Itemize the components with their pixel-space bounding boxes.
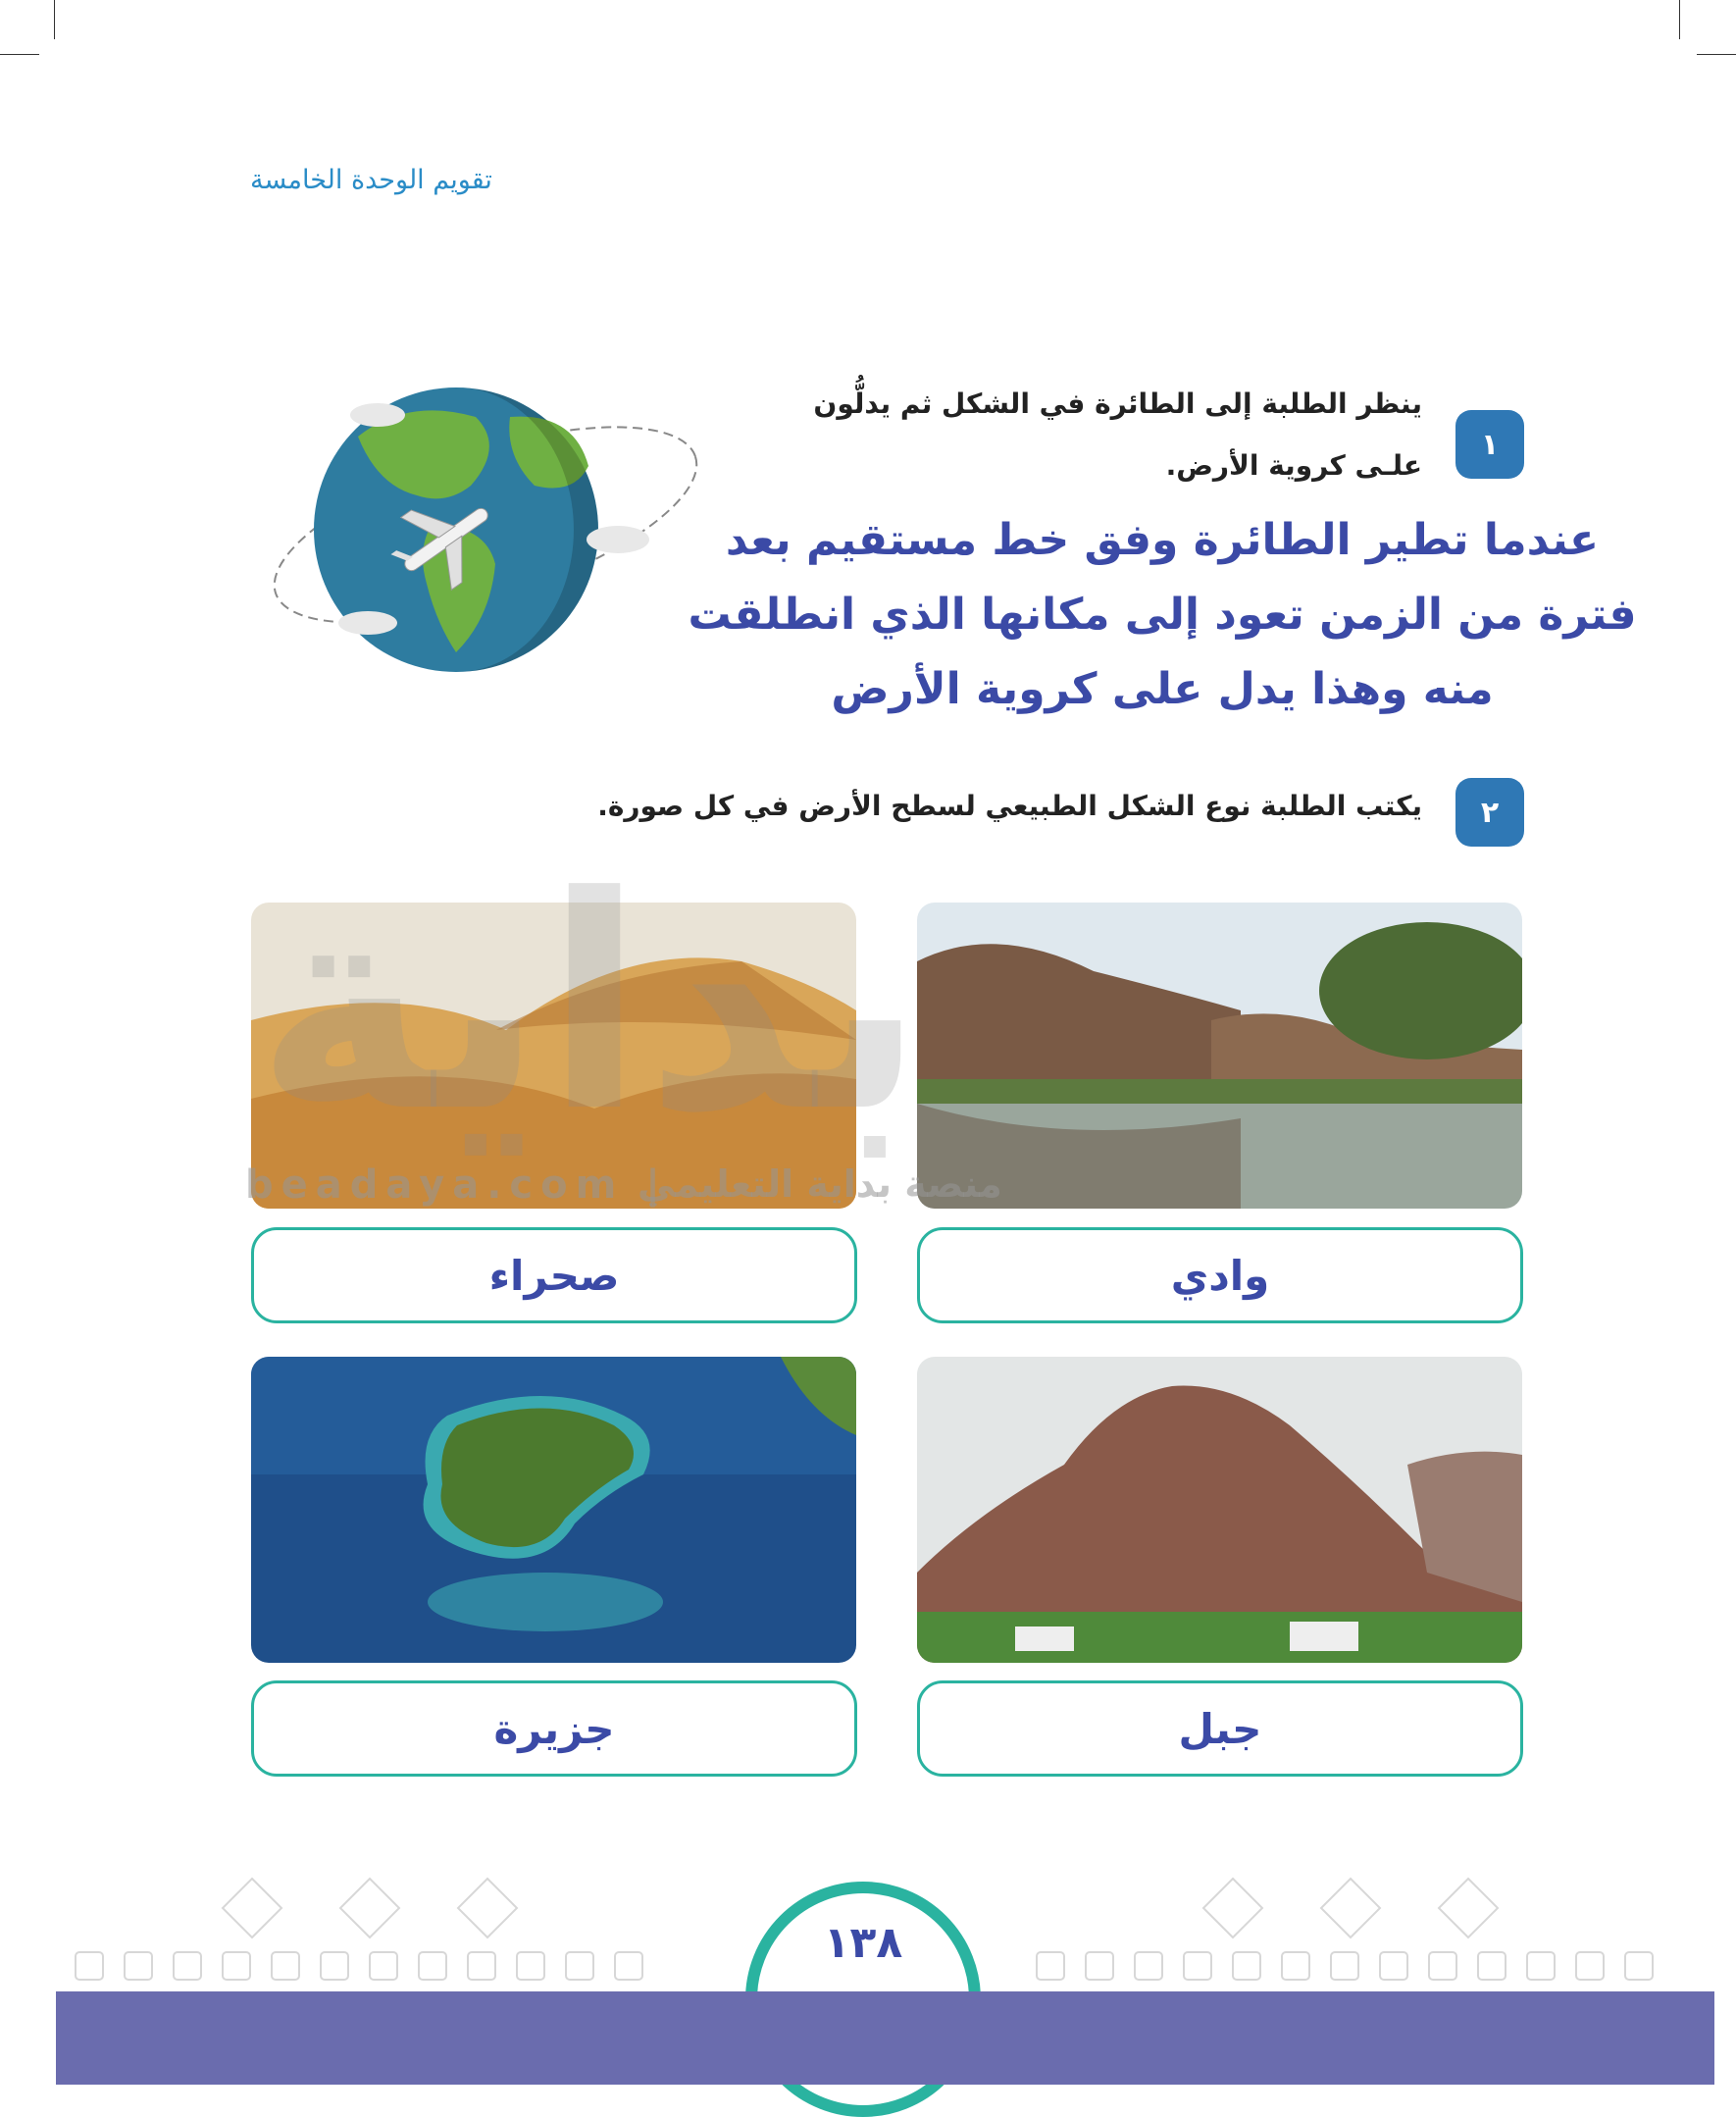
- unit-review-title: تقويم الوحدة الخامسة: [250, 165, 492, 195]
- question-1-answer: عندما تطير الطائرة وفق خط مستقيم بعد فترة من الزمن تعود إلى مكانها الذي انطلقت منه وهذا يدل على كروية الأرض: [688, 515, 1637, 714]
- cloud-icon: [338, 611, 397, 635]
- footer-bar: [56, 1991, 1714, 2085]
- question-1-line-1: ينظر الطلبة إلى الطائرة في الشكل ثم يدلُّون: [813, 387, 1422, 420]
- answer-box-desert[interactable]: صحراء: [251, 1227, 857, 1323]
- globe-airplane-illustration: [260, 378, 711, 682]
- crop-mark: [1679, 0, 1680, 39]
- crop-mark: [1697, 54, 1736, 55]
- watermark-logo: بداية: [255, 834, 926, 1176]
- question-1-badge: ١: [1455, 410, 1524, 479]
- cloud-icon: [350, 403, 405, 427]
- wadi-photo: [917, 903, 1522, 1209]
- island-photo: [251, 1357, 856, 1663]
- watermark-arabic: منصة بداية التعليمي: [638, 1162, 1002, 1206]
- answer-box-island[interactable]: جزيرة: [251, 1680, 857, 1777]
- question-2-text: يكتب الطلبة نوع الشكل الطبيعي لسطح الأرض في كل صورة.: [597, 790, 1422, 822]
- cloud-icon: [587, 526, 649, 553]
- answer-box-wadi[interactable]: وادي: [917, 1227, 1523, 1323]
- mountain-photo: [917, 1357, 1522, 1663]
- question-1-line-2: علـى كروية الأرض.: [1165, 449, 1422, 482]
- watermark-latin: beadaya.com |: [245, 1162, 668, 1208]
- crop-mark: [0, 54, 39, 55]
- page-number: ١٣٨: [823, 1918, 903, 1968]
- answer-box-mountain[interactable]: جبل: [917, 1680, 1523, 1777]
- question-2-badge: ٢: [1455, 778, 1524, 847]
- crop-mark: [54, 0, 55, 39]
